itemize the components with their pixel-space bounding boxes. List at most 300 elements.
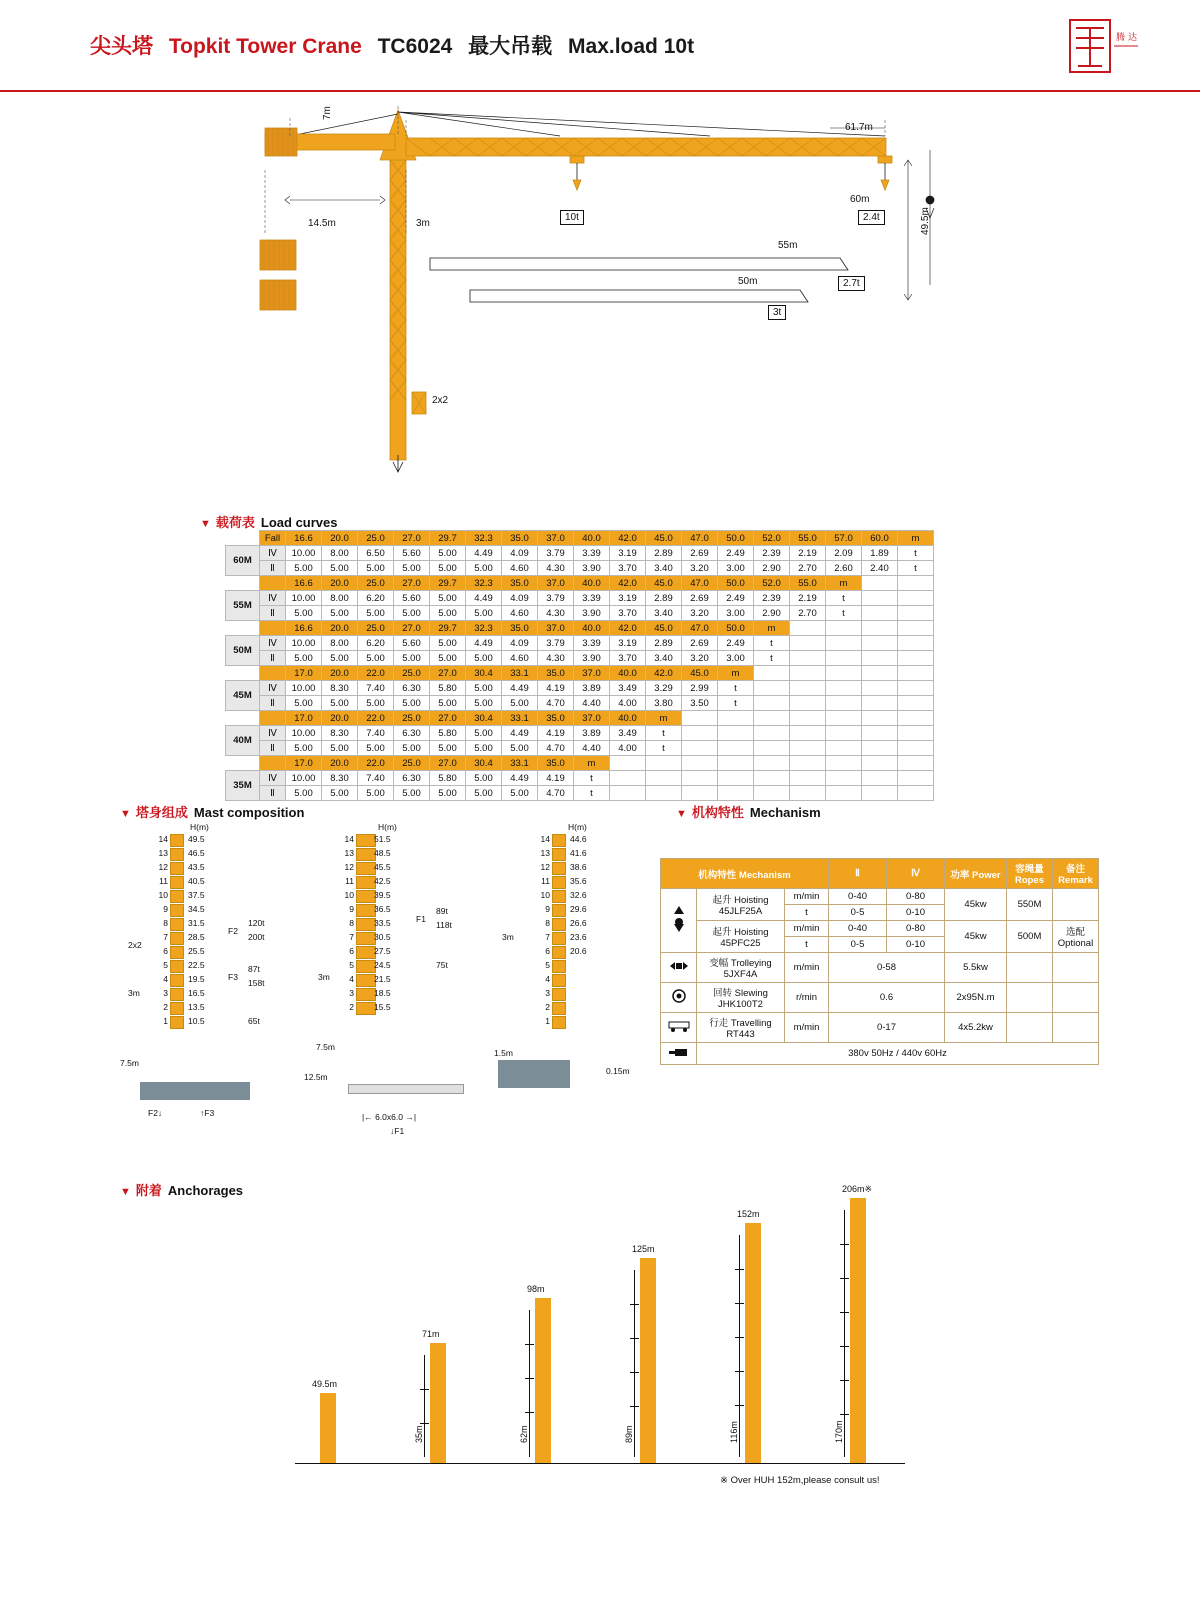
load-radius-cell: m [574, 756, 610, 771]
mast-col2-note-3m: 3m [318, 972, 330, 982]
anchorage-tick [420, 1423, 429, 1424]
anchorages-note: ※ Over HUH 152m,please consult us! [720, 1475, 880, 1486]
load-fall-cell: Ⅱ [260, 741, 286, 756]
mechanism-header-row [661, 859, 1099, 889]
load-value-cell: 3.19 [610, 636, 646, 651]
anchorage-mid-label: 35m [414, 1425, 424, 1443]
load-radius-cell [718, 711, 754, 726]
load-radius-cell: 22.0 [358, 756, 394, 771]
load-value-cell: 2.90 [754, 561, 790, 576]
load-radius-cell: 47.0 [682, 621, 718, 636]
load-value-cell: 2.19 [790, 546, 826, 561]
mast-segment [552, 1002, 566, 1015]
load-value-cell: 2.39 [754, 546, 790, 561]
anchorage-tick [840, 1312, 849, 1313]
load-value-cell: 2.49 [718, 591, 754, 606]
load-value-cell [754, 726, 790, 741]
mechanism-value: 0-17 [829, 1013, 945, 1043]
load-radius-cell: 25.0 [394, 666, 430, 681]
load-radius-cell: 16.6 [286, 621, 322, 636]
mast-segment-number: 1 [163, 1016, 168, 1026]
load-value-cell: 4.30 [538, 651, 574, 666]
load-radius-cell: 25.0 [358, 531, 394, 546]
mast-segment-number: 6 [349, 946, 354, 956]
load-value-cell: 4.49 [502, 681, 538, 696]
power-plug-icon [661, 1043, 697, 1065]
load-value-cell: t [826, 606, 862, 621]
load-radius-cell: m [646, 711, 682, 726]
load-value-cell [862, 696, 898, 711]
load-value-cell: 2.70 [790, 561, 826, 576]
load-value-cell: 10.00 [286, 636, 322, 651]
load-radius-cell: 45.0 [646, 576, 682, 591]
mast-segment-number: 6 [545, 946, 550, 956]
load-radius-cell [718, 756, 754, 771]
crane-elevation-drawing [230, 100, 970, 490]
load-radius-cell [754, 711, 790, 726]
mast-col1-f-65t: 65t [248, 1016, 260, 1026]
mechanism-table [660, 858, 1099, 1065]
anchorage-bar [430, 1343, 446, 1463]
mast-segment-number: 6 [163, 946, 168, 956]
load-value-cell [682, 741, 718, 756]
load-value-cell [862, 726, 898, 741]
label-10t: 10t [560, 210, 584, 225]
load-value-cell: 2.49 [718, 636, 754, 651]
load-value-cell: 5.00 [430, 741, 466, 756]
load-value-cell [826, 636, 862, 651]
mast-segment-number: 10 [540, 890, 550, 900]
load-value-cell: 3.79 [538, 591, 574, 606]
svg-text:达: 达 [1128, 32, 1138, 42]
mast-segment [356, 1002, 376, 1015]
mast-segment-number: 11 [159, 876, 168, 886]
load-value-cell: t [718, 696, 754, 711]
load-value-cell: 8.00 [322, 546, 358, 561]
mechanism-power: 45kw [945, 921, 1007, 953]
table-row [226, 726, 934, 741]
dim-3m: 3m [416, 218, 430, 229]
load-value-cell: 10.00 [286, 591, 322, 606]
load-value-cell: 4.70 [538, 741, 574, 756]
load-value-cell: t [898, 546, 934, 561]
load-value-cell: 5.80 [430, 771, 466, 786]
load-radius-cell: m [898, 531, 934, 546]
load-radius-cell: 20.0 [322, 711, 358, 726]
mast-segment-height: 48.5 [374, 848, 391, 858]
title-cn: 尖头塔 [90, 35, 153, 58]
mast-col2-note-12-5m: 12.5m [304, 1072, 328, 1082]
load-value-cell: 4.00 [610, 696, 646, 711]
mast-segment [170, 932, 184, 945]
load-fall-cell: Ⅱ [260, 651, 286, 666]
load-radius-cell: 30.4 [466, 756, 502, 771]
mast-segment-height: 16.5 [188, 988, 205, 998]
mast-segment-height: 45.5 [374, 862, 391, 872]
load-value-cell: 5.00 [502, 696, 538, 711]
mast-segment [552, 932, 566, 945]
mechanism-value: 0-58 [829, 953, 945, 983]
table-row [661, 921, 1099, 937]
mast-segment-height: 18.5 [374, 988, 391, 998]
anchorage-tick [735, 1371, 744, 1372]
mast-segment [552, 946, 566, 959]
mechanism-title-en: Mechanism [749, 805, 821, 820]
table-row [226, 696, 934, 711]
mast-segment [552, 904, 566, 917]
anchorage-tick [840, 1346, 849, 1347]
mast-segment-height: 51.5 [374, 834, 391, 844]
load-fall-spacer [260, 711, 286, 726]
mechanism-rope [1007, 953, 1053, 983]
mast-segment-number: 3 [545, 988, 550, 998]
load-value-cell: 4.49 [466, 546, 502, 561]
load-group-label: 55M [226, 591, 260, 621]
mast-segment-number: 13 [540, 848, 550, 858]
mast-segment-height: 15.5 [374, 1002, 391, 1012]
mast-segment-height: 27.5 [374, 946, 391, 956]
mast-segment-height: 33.5 [374, 918, 391, 928]
anchorage-tick [735, 1269, 744, 1270]
anchorage-bar [535, 1298, 551, 1463]
load-radius-cell: 20.0 [322, 621, 358, 636]
mast-col2-note-7-5m: 7.5m [316, 1042, 335, 1052]
mechanism-value-ii: 0-40 [829, 889, 887, 905]
load-value-cell [862, 651, 898, 666]
load-curves-title-cn: 载荷表 [215, 515, 255, 530]
load-radius-cell: 22.0 [358, 666, 394, 681]
mast-segment-number: 2 [163, 1002, 168, 1012]
load-value-cell: 5.00 [322, 696, 358, 711]
load-radius-cell [862, 711, 898, 726]
load-group-label: 45M [226, 681, 260, 711]
mast-col2-f1-label: F1 [416, 914, 426, 924]
mast-col3-note-0-15m: 0.15m [606, 1066, 630, 1076]
load-value-cell [718, 741, 754, 756]
load-value-cell: 3.70 [610, 606, 646, 621]
load-value-cell [790, 726, 826, 741]
load-value-cell [718, 786, 754, 801]
load-value-cell: 3.50 [682, 696, 718, 711]
load-radius-cell: 30.4 [466, 666, 502, 681]
anchorage-tick [630, 1406, 639, 1407]
load-value-cell: 3.40 [646, 651, 682, 666]
mast-composition-diagram [120, 820, 660, 1150]
load-radius-cell: 29.7 [430, 621, 466, 636]
mast-segment-number: 13 [344, 848, 354, 858]
mast-segment [552, 1016, 566, 1029]
load-value-cell [898, 741, 934, 756]
dim-14-5m: 14.5m [308, 218, 336, 229]
load-radius-cell [826, 666, 862, 681]
mast-segment [170, 890, 184, 903]
load-value-cell [718, 726, 754, 741]
mast-segment-number: 4 [545, 974, 550, 984]
load-value-cell: 10.00 [286, 771, 322, 786]
table-row [226, 606, 934, 621]
load-value-cell [718, 771, 754, 786]
mast-segment [356, 988, 376, 1001]
load-value-cell: 10.00 [286, 726, 322, 741]
anchorages-title-en: Anchorages [167, 1183, 244, 1198]
mechanism-power-supply: 380v 50Hz / 440v 60Hz [697, 1043, 1099, 1065]
mast-title-en: Mast composition [193, 805, 305, 820]
mechanism-unit: r/min [785, 983, 829, 1013]
mast-segment [170, 876, 184, 889]
mechanism-rope [1007, 1013, 1053, 1043]
mast-col2-base-span: |← 6.0x6.0 →| [362, 1112, 417, 1122]
load-value-cell [826, 681, 862, 696]
load-value-cell [898, 726, 934, 741]
mast-segment [552, 890, 566, 903]
load-radius-cell: m [826, 576, 862, 591]
load-radius-cell [790, 621, 826, 636]
load-radius-cell: 47.0 [682, 531, 718, 546]
load-value-cell [610, 786, 646, 801]
load-value-cell: 3.79 [538, 636, 574, 651]
load-value-cell [754, 741, 790, 756]
table-row [226, 561, 934, 576]
load-value-cell [826, 786, 862, 801]
load-value-cell [790, 786, 826, 801]
mast-segment-number: 14 [158, 834, 168, 844]
mechanism-power: 45kw [945, 889, 1007, 921]
anchorage-bar [640, 1258, 656, 1463]
load-value-cell: 8.30 [322, 681, 358, 696]
load-radius-cell: 17.0 [286, 711, 322, 726]
load-value-cell: 5.00 [466, 561, 502, 576]
mast-col1-base-f3: ↑F3 [200, 1108, 215, 1118]
load-value-cell: 2.89 [646, 546, 682, 561]
load-value-cell [790, 741, 826, 756]
load-value-cell: 5.00 [358, 606, 394, 621]
load-value-cell: 8.30 [322, 726, 358, 741]
load-value-cell: 4.70 [538, 786, 574, 801]
load-radius-cell: 37.0 [538, 576, 574, 591]
load-value-cell: 5.00 [394, 786, 430, 801]
mechanism-remark: 选配 Optional [1053, 921, 1099, 953]
anchorage-top-label: 125m [632, 1244, 655, 1254]
load-value-cell: 2.69 [682, 546, 718, 561]
load-radius-cell: 37.0 [574, 711, 610, 726]
title-model: TC6024 [377, 35, 453, 58]
load-value-cell: 5.00 [466, 741, 502, 756]
anchorage-tick [840, 1380, 849, 1381]
load-value-cell: 4.49 [466, 636, 502, 651]
load-value-cell: 5.00 [286, 786, 322, 801]
load-value-cell: 3.49 [610, 681, 646, 696]
load-value-cell [862, 681, 898, 696]
load-group-label: 60M [226, 546, 260, 576]
load-value-cell: 2.60 [826, 561, 862, 576]
mast-segment [170, 848, 184, 861]
mast-segment-number: 12 [158, 862, 168, 872]
load-radii-row [226, 666, 934, 681]
load-radius-cell: 35.0 [502, 576, 538, 591]
load-radius-cell: 20.0 [322, 531, 358, 546]
load-value-cell [898, 786, 934, 801]
mast-col3-note-1-5m: 1.5m [494, 1048, 513, 1058]
mast-segment-number: 14 [344, 834, 354, 844]
load-value-cell: 3.20 [682, 606, 718, 621]
load-value-cell: 5.00 [286, 561, 322, 576]
load-spacer-cell [226, 621, 260, 636]
load-radius-cell: 42.0 [646, 666, 682, 681]
mast-segment [170, 960, 184, 973]
mast-column-1 [120, 834, 320, 1084]
mast-segment-number: 5 [163, 960, 168, 970]
load-value-cell: 3.19 [610, 591, 646, 606]
mast-segment-height: 22.5 [188, 960, 205, 970]
load-value-cell [682, 786, 718, 801]
load-fall-spacer [260, 666, 286, 681]
load-value-cell: 3.39 [574, 591, 610, 606]
mast-col2-h-label: H(m) [378, 822, 397, 832]
load-fall-cell: Ⅱ [260, 786, 286, 801]
mast-segment [356, 862, 376, 875]
anchorage-tick [735, 1337, 744, 1338]
mast-segment [356, 848, 376, 861]
load-radii-row [226, 711, 934, 726]
trolley-icon [661, 953, 697, 983]
load-value-cell: 6.30 [394, 681, 430, 696]
load-value-cell: 5.00 [502, 786, 538, 801]
load-radius-cell [862, 756, 898, 771]
load-value-cell: 4.49 [466, 591, 502, 606]
load-value-cell: 5.00 [466, 606, 502, 621]
load-radius-cell: 33.1 [502, 711, 538, 726]
load-radius-cell: 35.0 [502, 531, 538, 546]
mechanism-unit: t [785, 905, 829, 921]
load-value-cell: 5.00 [466, 651, 502, 666]
load-radius-cell [754, 756, 790, 771]
anchorage-bar [745, 1223, 761, 1463]
load-radius-cell: 27.0 [394, 621, 430, 636]
mast-segment-height: 19.5 [188, 974, 205, 984]
load-group-label: 50M [226, 636, 260, 666]
load-value-cell: 5.00 [394, 606, 430, 621]
mechanism-heading [676, 802, 821, 821]
load-value-cell [826, 651, 862, 666]
title-load-en: Max.load 10t [568, 35, 695, 58]
mast-col1-f3-v2: 158t [248, 978, 265, 988]
load-value-cell: 3.00 [718, 561, 754, 576]
load-value-cell: 5.00 [358, 696, 394, 711]
load-value-cell: 4.09 [502, 636, 538, 651]
load-value-cell: t [826, 591, 862, 606]
mechanism-power: 5.5kw [945, 953, 1007, 983]
load-value-cell [898, 606, 934, 621]
anchorages-baseline [295, 1463, 905, 1464]
load-value-cell: 8.30 [322, 771, 358, 786]
mast-column-2 [310, 834, 510, 1084]
mechanism-value-ii: 0-5 [829, 937, 887, 953]
load-value-cell: 5.00 [430, 786, 466, 801]
load-value-cell: 3.70 [610, 651, 646, 666]
load-value-cell: 4.60 [502, 561, 538, 576]
load-value-cell: 5.00 [466, 786, 502, 801]
mechanism-value-iv: 0-80 [887, 889, 945, 905]
anchorage-tick [525, 1378, 534, 1379]
load-value-cell: 3.20 [682, 651, 718, 666]
mast-segment-number: 10 [344, 890, 354, 900]
mast-segment-height: 24.5 [374, 960, 391, 970]
mast-segment [356, 890, 376, 903]
load-radius-cell: 60.0 [862, 531, 898, 546]
anchorage-tick [630, 1372, 639, 1373]
load-value-cell: 2.09 [826, 546, 862, 561]
load-value-cell: 6.30 [394, 726, 430, 741]
load-radius-cell: 40.0 [574, 576, 610, 591]
load-value-cell: 5.00 [466, 726, 502, 741]
table-row [226, 591, 934, 606]
load-radius-cell: 25.0 [394, 756, 430, 771]
load-radius-cell: 27.0 [430, 711, 466, 726]
page-title [90, 30, 694, 60]
mechanism-value-iv: 0-10 [887, 937, 945, 953]
load-value-cell: 5.80 [430, 681, 466, 696]
load-fall-cell: Ⅱ [260, 696, 286, 711]
mast-segment [170, 946, 184, 959]
load-radius-cell: 57.0 [826, 531, 862, 546]
mast-segment-number: 14 [540, 834, 550, 844]
load-group-label: 40M [226, 726, 260, 756]
mast-segment [356, 946, 376, 959]
mast-segment-number: 10 [158, 890, 168, 900]
mechanism-title-cn: 机构特性 [691, 805, 744, 820]
load-value-cell: 2.40 [862, 561, 898, 576]
load-value-cell: 3.00 [718, 651, 754, 666]
load-value-cell: 4.19 [538, 771, 574, 786]
table-row [226, 786, 934, 801]
load-radius-cell: 45.0 [646, 531, 682, 546]
mechanism-remark [1053, 1013, 1099, 1043]
mechanism-unit: t [785, 937, 829, 953]
triangle-icon: ▼ [120, 808, 131, 820]
triangle-icon: ▼ [200, 518, 211, 530]
load-value-cell [754, 681, 790, 696]
load-radius-cell: 35.0 [538, 666, 574, 681]
load-fall-spacer [260, 576, 286, 591]
load-spacer-cell [226, 756, 260, 771]
anchorage-tick [735, 1303, 744, 1304]
mast-segment-number: 7 [349, 932, 354, 942]
load-value-cell [646, 786, 682, 801]
load-fall-cell: Ⅱ [260, 561, 286, 576]
load-radius-cell: 33.1 [502, 666, 538, 681]
anchorages-title-cn: 附着 [135, 1183, 162, 1198]
anchorage-tick [735, 1405, 744, 1406]
load-value-cell: 2.69 [682, 636, 718, 651]
mast-segment [552, 988, 566, 1001]
mechanism-column-header: Ⅳ [887, 859, 945, 889]
load-value-cell: 4.40 [574, 741, 610, 756]
load-value-cell: 4.60 [502, 651, 538, 666]
mast-segment [356, 918, 376, 931]
load-value-cell: 5.00 [502, 741, 538, 756]
load-value-cell: 5.00 [286, 741, 322, 756]
load-value-cell: 5.00 [286, 651, 322, 666]
load-radius-cell: 37.0 [538, 531, 574, 546]
table-row [661, 983, 1099, 1013]
page-header [0, 0, 1200, 92]
dim-61-7m: 61.7m [845, 122, 873, 133]
load-value-cell: 5.00 [394, 696, 430, 711]
table-row [661, 953, 1099, 983]
load-radius-cell [898, 711, 934, 726]
mechanism-column-header: Ⅱ [829, 859, 887, 889]
load-radius-cell: 16.6 [286, 531, 322, 546]
